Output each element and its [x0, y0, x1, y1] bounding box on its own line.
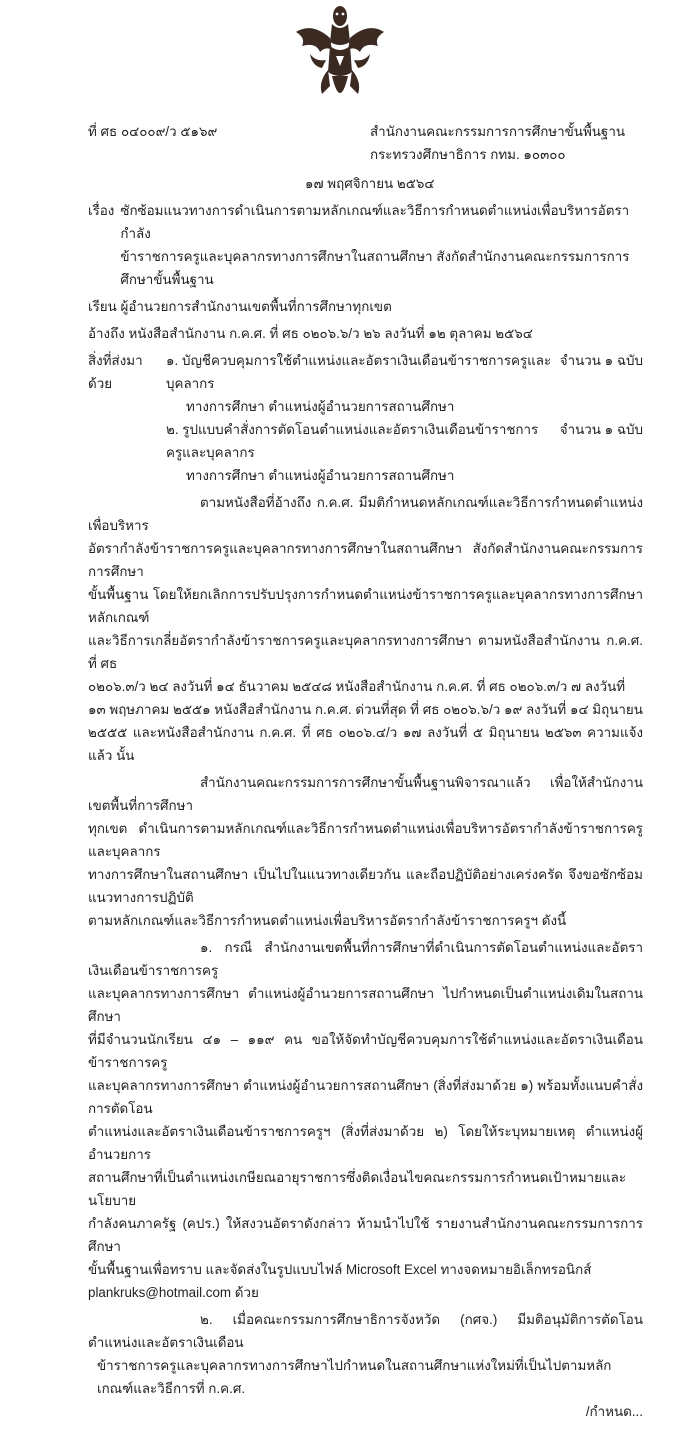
subject-line: ซักซ้อมแนวทางการดำเนินการตามหลักเกณฑ์และวิธีการกำหนดตำแหน่งเพื่อบริหารอัตรากำลัง — [120, 203, 630, 241]
item1-line: plankruks@hotmail.com ด้วย — [88, 1285, 259, 1300]
para2-line: ทุกเขต ดำเนินการตามหลักเกณฑ์และวิธีการกำหนดตำแหน่งเพื่อบริหารอัตรากำลังข้าราชการครูและบุคลากร — [88, 821, 643, 859]
item2-line: ๒. เมื่อคณะกรรมการศึกษาธิการจังหวัด (กศจ.) มีมติอนุมัติการตัดโอนตำแหน่งและอัตราเงินเดือน — [88, 1312, 643, 1350]
para1-line: ๐๒๐๖.๓/ว ๒๔ ลงวันที่ ๑๔ ธันวาคม ๒๕๔๘ หนังสือสำนักงาน ก.ค.ศ. ที่ ศธ ๐๒๐๖.๓/ว ๗ ลงวันที่ — [88, 679, 626, 694]
para1-line: ๒๕๕๕ และหนังสือสำนักงาน ก.ค.ศ. ที่ ศธ ๐๒๐๖.๔/ว ๑๗ ลงวันที่ ๕ มิถุนายน ๒๕๖๓ ความแจ้งแล้ว นั้น — [88, 725, 643, 763]
para2-line: ตามหลักเกณฑ์และวิธีการกำหนดตำแหน่งเพื่อบริหารอัตรากำลังข้าราชการครูฯ ดังนี้ — [88, 913, 567, 928]
enclosure-quantity: จำนวน ๑ ฉบับ — [559, 422, 643, 437]
office-address: กระทรวงศึกษาธิการ กทม. ๑๐๓๐๐ — [370, 147, 566, 162]
enclosures-label: สิ่งที่ส่งมาด้วย — [88, 353, 143, 391]
item2-paragraph — [88, 1308, 643, 1400]
para1-line: ขั้นพื้นฐาน โดยให้ยกเลิกการปรับปรุงการกำหนดตำแหน่งข้าราชการครูและบุคลากรทางการศึกษา หลักเกณฑ์ — [88, 587, 643, 625]
item1-line: ๑. กรณี สำนักงานเขตพื้นที่การศึกษาที่ดำเนินการตัดโอนตำแหน่งและอัตราเงินเดือนข้าราชการครู — [88, 940, 643, 978]
item1-paragraph — [88, 936, 643, 1304]
para2-line: สำนักงานคณะกรรมการการศึกษาขั้นพื้นฐานพิจารณาแล้ว เพื่อให้สำนักงานเขตพื้นที่การศึกษา — [88, 775, 643, 813]
continuation-marker: /กำหนด... — [585, 1404, 643, 1419]
item1-line: ขั้นพื้นฐานเพื่อทราบ และจัดส่งในรูปแบบไฟล์ Microsoft Excel ทางจดหมายอิเล็กทรอนิกส์ — [88, 1262, 592, 1277]
subject-label: เรื่อง — [88, 203, 115, 218]
subject — [88, 199, 643, 291]
letter-page — [0, 2, 681, 1443]
enclosures — [88, 349, 643, 487]
item1-line: ที่มีจำนวนนักเรียน ๔๑ – ๑๑๙ คน ขอให้จัดทำบัญชีควบคุมการใช้ตำแหน่งและอัตราเงินเดือนข้าราชการครู — [88, 1032, 643, 1070]
enclosure-item-line: ๑. บัญชีควบคุมการใช้ตำแหน่งและอัตราเงินเดือนข้าราชการครูและบุคลากร — [166, 353, 552, 391]
enclosure-item — [166, 418, 643, 487]
reference-number: ที่ ศธ ๐๔๐๐๙/ว ๕๑๖๙ — [88, 124, 218, 139]
item1-line: สถานศึกษาที่เป็นตำแหน่งเกษียณอายุราชการซึ่งติดเงื่อนไขคณะกรรมการกำหนดเป้าหมายและนโยบาย — [88, 1170, 627, 1208]
letter-body — [88, 491, 643, 1400]
enclosure-quantity: จำนวน ๑ ฉบับ — [559, 353, 643, 368]
enclosure-item-cont: ทางการศึกษา ตำแหน่งผู้อำนวยการสถานศึกษา — [186, 468, 455, 483]
item1-line: กำลังคนภาครัฐ (คปร.) ให้สงวนอัตราดังกล่าว ห้ามนำไปใช้ รายงานสำนักงานคณะกรรมการการศึกษา — [88, 1216, 643, 1254]
para1-paragraph — [88, 491, 643, 767]
document-date: ๑๗ พฤศจิกายน ๒๕๖๔ — [305, 176, 435, 191]
enclosure-item-line: ๒. รูปแบบคำสั่งการตัดโอนตำแหน่งและอัตราเงินเดือนข้าราชการครูและบุคลากร — [166, 422, 539, 460]
reference: อ้างถึง หนังสือสำนักงาน ก.ค.ศ. ที่ ศธ ๐๒๐๖.๖/ว ๒๖ ลงวันที่ ๑๒ ตุลาคม ๒๕๖๔ — [88, 326, 533, 341]
garuda-emblem-icon — [292, 2, 388, 110]
para1-line: อัตรากำลังข้าราชการครูและบุคลากรทางการศึกษาในสถานศึกษา สังกัดสำนักงานคณะกรรมการการศึกษา — [88, 541, 643, 579]
para1-line: ตามหนังสือที่อ้างถึง ก.ค.ศ. มีมติกำหนดหลักเกณฑ์และวิธีการกำหนดตำแหน่งเพื่อบริหาร — [88, 495, 643, 533]
para2-paragraph — [88, 771, 643, 932]
addressee: เรียน ผู้อำนวยการสำนักงานเขตพื้นที่การศึกษาทุกเขต — [88, 299, 392, 314]
item2-line: ข้าราชการครูและบุคลากรทางการศึกษาไปกำหนดในสถานศึกษาแห่งใหม่ที่เป็นไปตามหลักเกณฑ์และวิธีการที่ ก.ค.ศ. — [97, 1358, 612, 1396]
para2-line: ทางการศึกษาในสถานศึกษา เป็นไปในแนวทางเดียวกัน และถือปฏิบัติอย่างเคร่งครัด จึงขอซักซ้อมแนวทางการปฏิบัติ — [88, 867, 643, 905]
item1-line: และบุคลากรทางการศึกษา ตำแหน่งผู้อำนวยการสถานศึกษา ไปกำหนดเป็นตำแหน่งเดิมในสถานศึกษา — [88, 986, 643, 1024]
subject-line: ข้าราชการครูและบุคลากรทางการศึกษาในสถานศึกษา สังกัดสำนักงานคณะกรรมการการศึกษาขั้นพื้นฐาน — [120, 249, 630, 287]
para1-line: ๑๓ พฤษภาคม ๒๕๕๑ หนังสือสำนักงาน ก.ค.ศ. ด่วนที่สุด ที่ ศธ ๐๒๐๖.๖/ว ๑๙ ลงวันที่ ๑๔ มิถุนายน — [88, 702, 643, 717]
enclosure-item — [166, 349, 643, 418]
office-name: สำนักงานคณะกรรมการการศึกษาขั้นพื้นฐาน — [370, 124, 625, 139]
item1-line: ตำแหน่งและอัตราเงินเดือนข้าราชการครูฯ (สิ่งที่ส่งมาด้วย ๒) โดยให้ระบุหมายเหตุ ตำแหน่งผู้อำนวยการ — [88, 1124, 643, 1162]
para1-line: และวิธีการเกลี่ยอัตรากำลังข้าราชการครูและบุคลากรทางการศึกษา ตามหนังสือสำนักงาน ก.ค.ศ. ที่ ศธ — [88, 633, 643, 671]
letter-header — [88, 120, 643, 166]
enclosure-item-cont: ทางการศึกษา ตำแหน่งผู้อำนวยการสถานศึกษา — [186, 399, 455, 414]
item1-line: และบุคลากรทางการศึกษา ตำแหน่งผู้อำนวยการสถานศึกษา (สิ่งที่ส่งมาด้วย ๑) พร้อมทั้งแนบคำสั่งการตัดโอน — [88, 1078, 643, 1116]
